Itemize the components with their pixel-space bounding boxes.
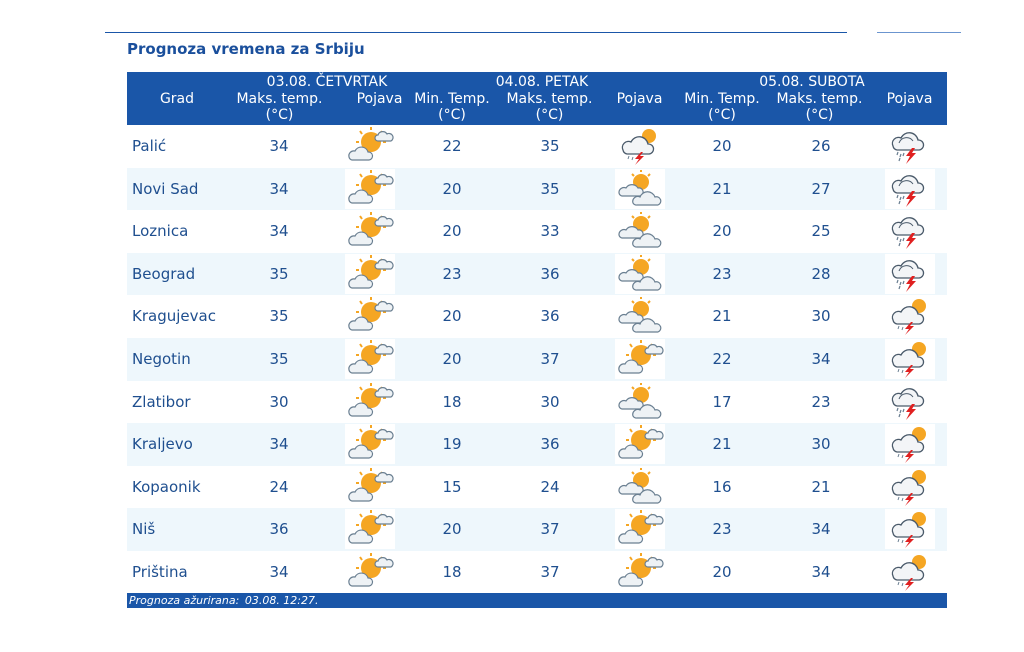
temp-d1max: 24 xyxy=(269,477,289,496)
temp-d3max: 28 xyxy=(811,264,831,283)
header-day1-date: 03.08. ČETVRTAK xyxy=(266,74,388,90)
temp-d3min: 21 xyxy=(712,307,732,326)
thunderstorm-sun-icon xyxy=(885,467,935,507)
temp-d2max: 30 xyxy=(540,392,560,411)
temp-d3max: 34 xyxy=(811,349,831,368)
city-name: Negotin xyxy=(132,349,191,368)
header-day2-date: 04.08. PETAK xyxy=(495,74,589,90)
sun-cloud-icon xyxy=(345,382,395,422)
header-day2-min-label: Min. Temp. xyxy=(414,91,490,107)
temp-d2min: 20 xyxy=(442,307,462,326)
temp-d2max: 37 xyxy=(540,520,560,539)
temp-d2min: 23 xyxy=(442,264,462,283)
sun-cloud-icon xyxy=(345,126,395,166)
table-row xyxy=(127,551,947,594)
thunderstorm-rain-icon xyxy=(885,211,935,251)
thunderstorm-sun-icon xyxy=(885,296,935,336)
temp-d1max: 35 xyxy=(269,307,289,326)
thunderstorm-sun-icon xyxy=(885,339,935,379)
header-day3-min xyxy=(677,91,767,123)
header-day1-max xyxy=(227,91,332,123)
header-day1-max-unit: (°C) xyxy=(265,107,294,123)
city-name: Zlatibor xyxy=(132,392,191,411)
city-name: Kopaonik xyxy=(132,477,201,496)
table-row xyxy=(127,210,947,253)
city-name: Kragujevac xyxy=(132,307,216,326)
temp-d1max: 35 xyxy=(269,264,289,283)
temp-d1max: 34 xyxy=(269,179,289,198)
temp-d2max: 35 xyxy=(540,137,560,155)
temp-d3max: 30 xyxy=(811,435,831,454)
thunderstorm-sun-icon xyxy=(885,552,935,592)
table-row xyxy=(127,253,947,296)
thunderstorm-rain-icon xyxy=(885,254,935,294)
temp-d3max: 34 xyxy=(811,562,831,581)
temp-d3min: 22 xyxy=(712,349,732,368)
temp-d1max: 36 xyxy=(269,520,289,539)
temp-d3min: 17 xyxy=(712,392,732,411)
thunderstorm-rain-icon xyxy=(885,169,935,209)
temp-d2max: 24 xyxy=(540,477,560,496)
header-day2-max-label: Maks. temp. xyxy=(506,91,593,107)
header-day3-max-label: Maks. temp. xyxy=(776,91,863,107)
thunderstorm-rain-icon xyxy=(885,382,935,422)
sun-cloud-icon xyxy=(345,509,395,549)
temp-d3max: 30 xyxy=(811,307,831,326)
header-day3-max xyxy=(767,91,872,123)
temp-d2min: 15 xyxy=(442,477,462,496)
temp-d3min: 20 xyxy=(712,562,732,581)
table-row xyxy=(127,295,947,338)
thunderstorm-sun-icon xyxy=(885,509,935,549)
temp-d3min: 16 xyxy=(712,477,732,496)
partly-cloudy-icon xyxy=(615,467,665,507)
temp-d2min: 18 xyxy=(442,562,462,581)
thunderstorm-rain-icon xyxy=(885,126,935,166)
temp-d2max: 37 xyxy=(540,349,560,368)
temp-d3min: 21 xyxy=(712,435,732,454)
sun-cloud-icon xyxy=(615,509,665,549)
temp-d2min: 18 xyxy=(442,392,462,411)
header-day2-min-unit: (°C) xyxy=(438,107,466,123)
temp-d3max: 23 xyxy=(811,392,831,411)
temp-d3min: 20 xyxy=(712,137,732,155)
city-name: Beograd xyxy=(132,264,196,283)
footer-value: 03.08. 12:27. xyxy=(244,594,319,607)
temp-d3max: 21 xyxy=(811,477,831,496)
city-name: Novi Sad xyxy=(132,179,199,198)
header-day2-max-unit: (°C) xyxy=(535,107,564,123)
partly-cloudy-icon xyxy=(615,169,665,209)
temp-d1max: 35 xyxy=(269,349,289,368)
sun-cloud-icon xyxy=(615,339,665,379)
temp-d2max: 33 xyxy=(540,222,560,241)
temp-d3min: 23 xyxy=(712,520,732,539)
temp-d3max: 26 xyxy=(811,137,831,155)
table-row xyxy=(127,168,947,211)
header-day3-date: 05.08. SUBOTA xyxy=(759,74,865,90)
temp-d2min: 22 xyxy=(442,137,462,155)
temp-d1max: 34 xyxy=(269,435,289,454)
city-name: Niš xyxy=(132,520,156,539)
sun-cloud-icon xyxy=(345,169,395,209)
temp-d3max: 25 xyxy=(811,222,831,241)
table-row xyxy=(127,423,947,466)
top-rule-right xyxy=(877,32,961,33)
temp-d2min: 20 xyxy=(442,222,462,241)
city-name: Kraljevo xyxy=(132,435,193,454)
city-name: Loznica xyxy=(132,222,189,241)
temp-d3max: 27 xyxy=(811,179,831,198)
temp-d2max: 37 xyxy=(540,562,560,581)
header-day2-max xyxy=(497,91,602,123)
temp-d2min: 20 xyxy=(442,349,462,368)
city-name: Priština xyxy=(132,562,188,581)
page-title: Prognoza vremena za Srbiju xyxy=(127,40,365,58)
header-day3-min-label: Min. Temp. xyxy=(684,91,760,107)
partly-cloudy-icon xyxy=(615,296,665,336)
top-rule xyxy=(105,32,847,33)
header-day2-pojava: Pojava xyxy=(616,91,663,107)
temp-d3min: 21 xyxy=(712,179,732,198)
temp-d2max: 35 xyxy=(540,179,560,198)
header-day3-max-unit: (°C) xyxy=(805,107,834,123)
city-name: Palić xyxy=(132,137,167,155)
partly-cloudy-icon xyxy=(615,211,665,251)
table-row xyxy=(127,508,947,551)
sun-cloud-icon xyxy=(615,424,665,464)
temp-d2max: 36 xyxy=(540,435,560,454)
header-day1-max-label: Maks. temp. xyxy=(236,91,323,107)
temp-d1max: 34 xyxy=(269,137,289,155)
header-day3-min-unit: (°C) xyxy=(708,107,736,123)
thunderstorm-sun-icon xyxy=(615,126,665,166)
sun-cloud-icon xyxy=(345,467,395,507)
table-row xyxy=(127,466,947,509)
table-row xyxy=(127,381,947,424)
temp-d3min: 20 xyxy=(712,222,732,241)
temp-d2min: 20 xyxy=(442,520,462,539)
temp-d1max: 34 xyxy=(269,562,289,581)
temp-d2min: 20 xyxy=(442,179,462,198)
header-day1-pojava: Pojava xyxy=(356,91,403,107)
table-row xyxy=(127,338,947,381)
forecast-rows xyxy=(127,125,947,594)
temp-d3max: 34 xyxy=(811,520,831,539)
temp-d1max: 30 xyxy=(269,392,289,411)
table-header xyxy=(127,72,947,125)
partly-cloudy-icon xyxy=(615,254,665,294)
temp-d2max: 36 xyxy=(540,264,560,283)
sun-cloud-icon xyxy=(345,424,395,464)
header-grad: Grad xyxy=(159,91,195,107)
thunderstorm-sun-icon xyxy=(885,424,935,464)
sun-cloud-icon xyxy=(615,552,665,592)
temp-d1max: 34 xyxy=(269,222,289,241)
partly-cloudy-icon xyxy=(615,382,665,422)
sun-cloud-icon xyxy=(345,254,395,294)
temp-d3min: 23 xyxy=(712,264,732,283)
temp-d2min: 19 xyxy=(442,435,462,454)
temp-d2max: 36 xyxy=(540,307,560,326)
sun-cloud-icon xyxy=(345,296,395,336)
header-day3-pojava: Pojava xyxy=(886,91,933,107)
sun-cloud-icon xyxy=(345,211,395,251)
update-footer xyxy=(127,593,947,608)
table-row xyxy=(127,125,947,168)
footer-label: Prognoza ažurirana: xyxy=(129,594,240,607)
sun-cloud-icon xyxy=(345,339,395,379)
sun-cloud-icon xyxy=(345,552,395,592)
header-day2-min xyxy=(407,91,497,123)
